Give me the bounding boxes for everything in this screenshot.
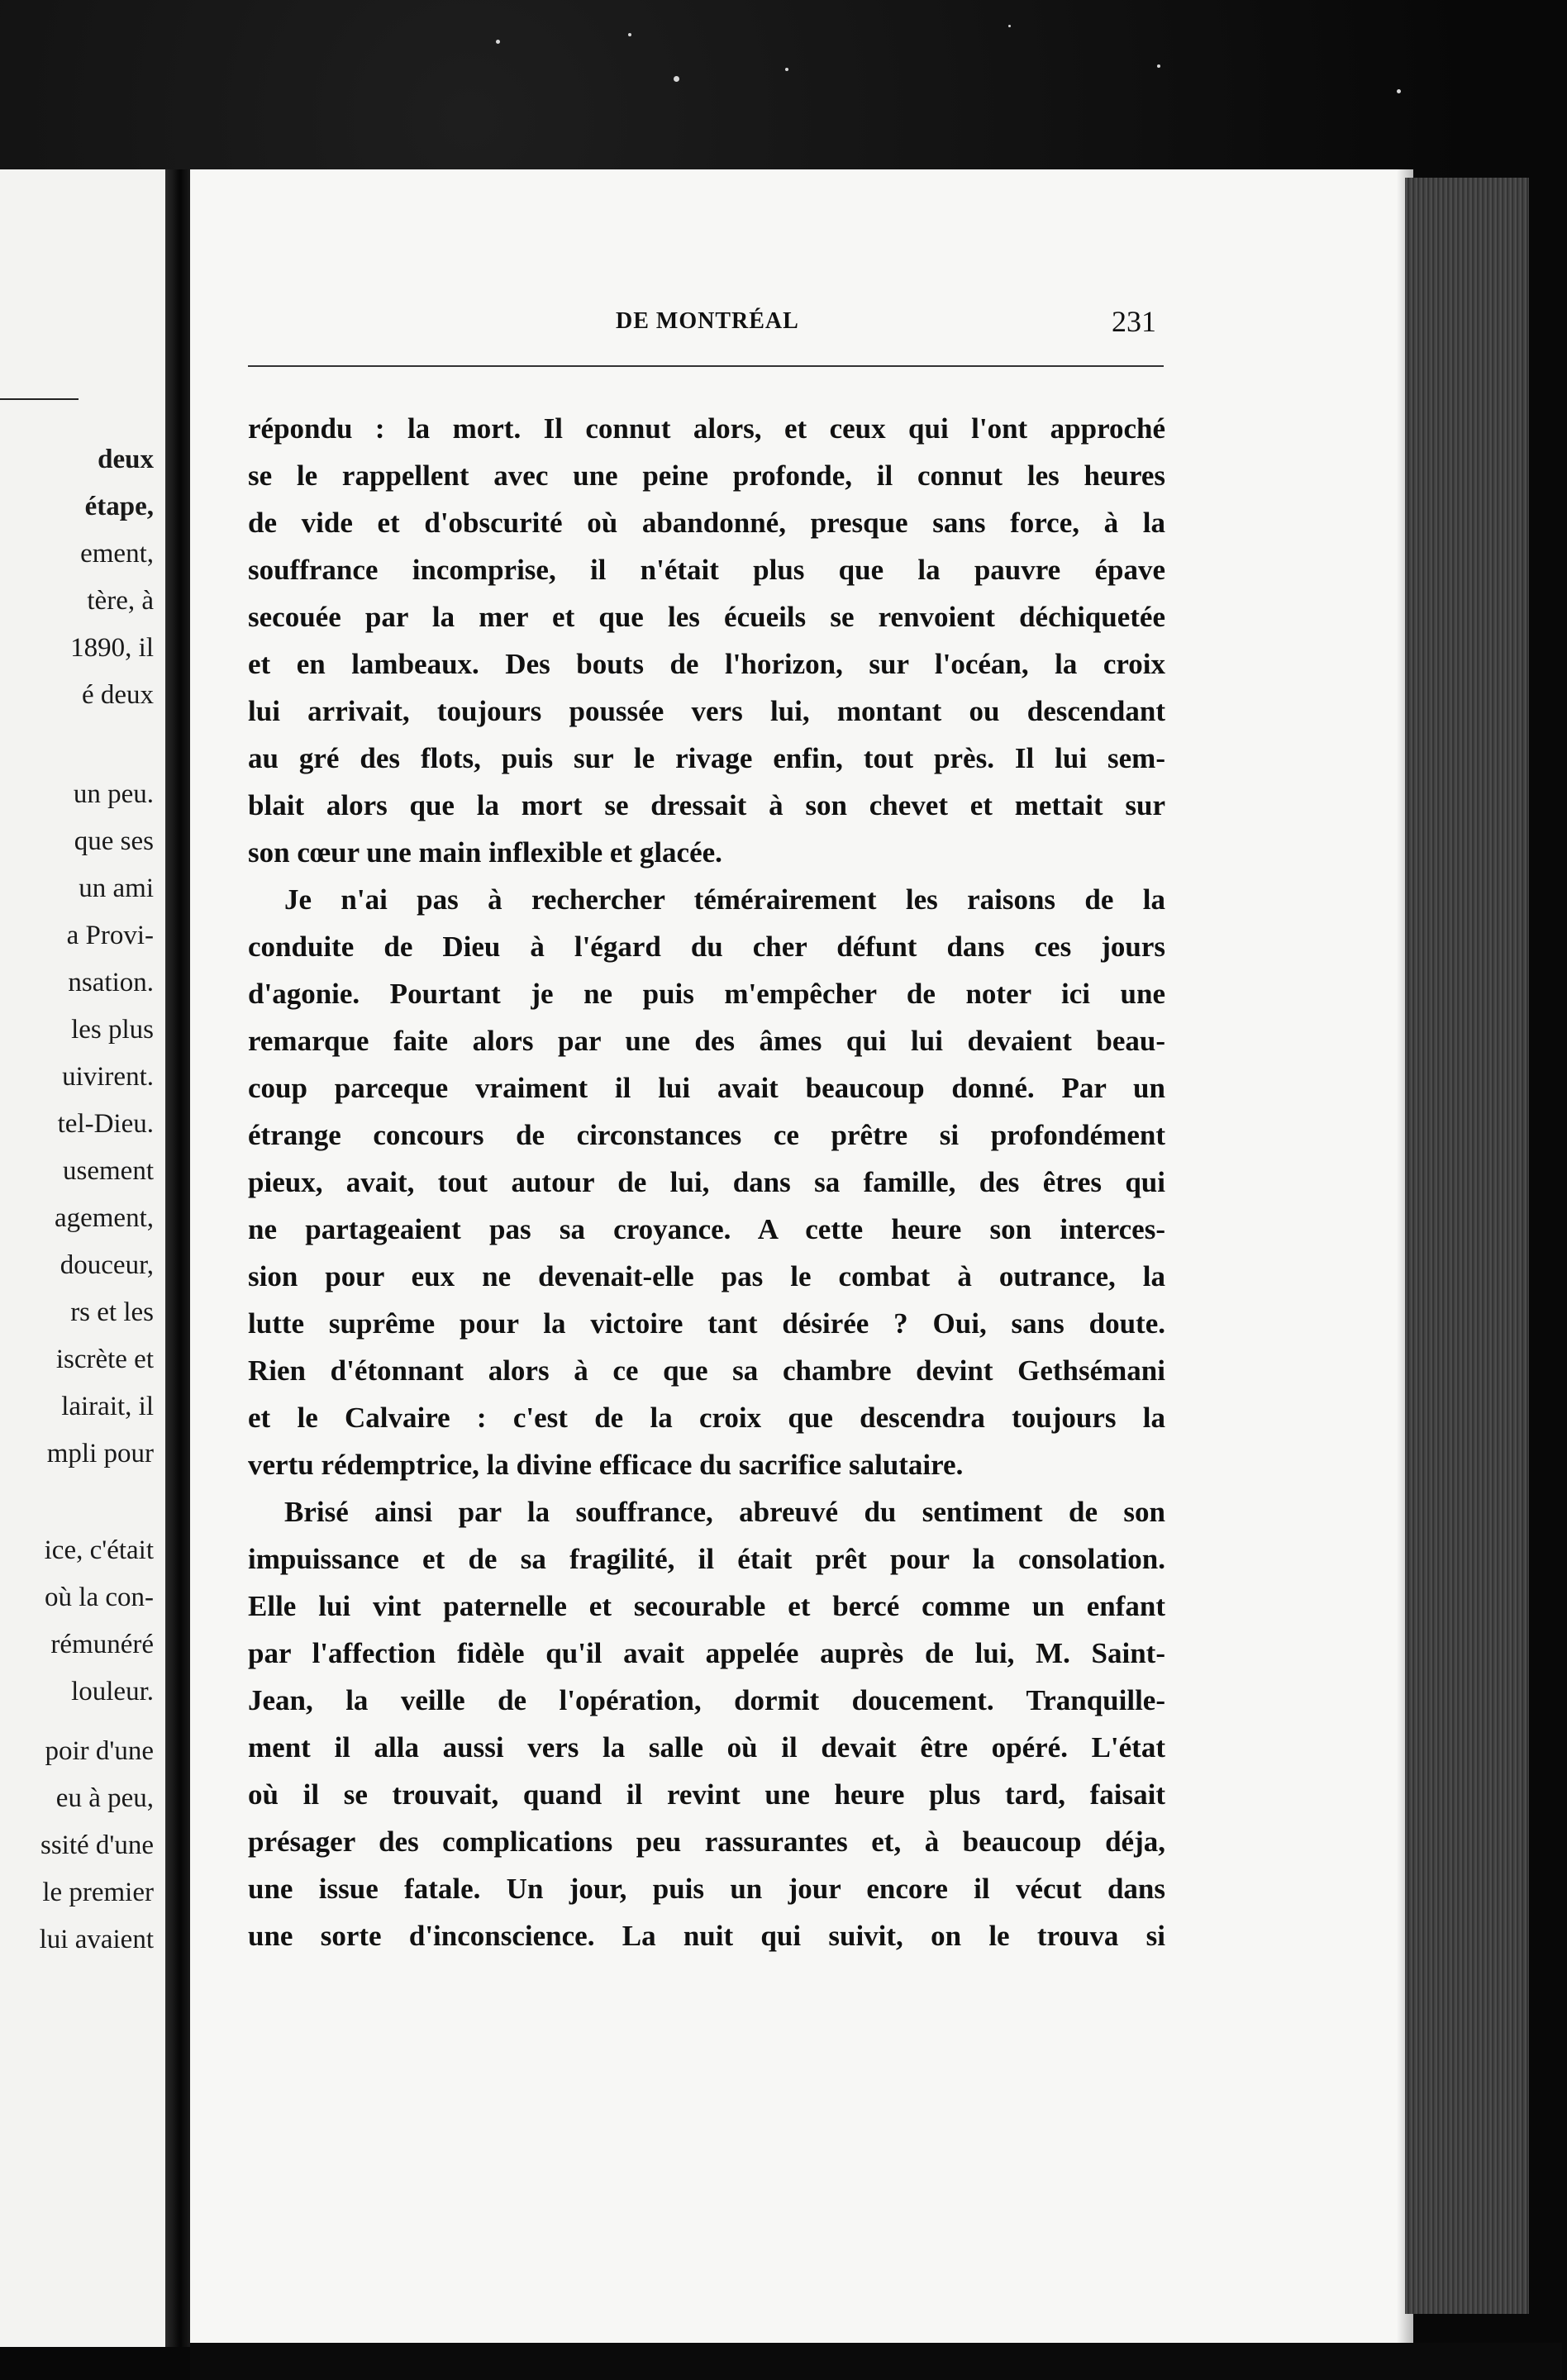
text-line: et en lambeaux. Des bouts de l'horizon, sur l'océan, la croix [248,648,1165,680]
text-line: lutte suprême pour la victoire tant désirée ? Oui, sans doute. [248,1307,1165,1340]
dust-speck [785,68,788,71]
running-head: DE MONTRÉAL [616,308,799,334]
left-page-line: où la con- [45,1583,154,1612]
page-number: 231 [1112,305,1156,338]
dust-speck [628,33,631,36]
dust-speck [1397,89,1401,93]
left-page-line: tel-Dieu. [57,1109,154,1139]
left-page-line: usement [63,1156,154,1186]
text-line: au gré des flots, puis sur le rivage enfin, tout près. Il lui sem- [248,742,1165,774]
left-page-line: nsation. [68,968,154,997]
left-page-line: douceur, [60,1250,154,1280]
left-page-line: a Provi- [66,921,154,950]
left-page-line: é deux [81,680,154,710]
left-page-line: eu à peu, [55,1783,154,1813]
left-facing-page [0,169,165,2347]
text-line: par l'affection fidèle qu'il avait appelée auprès de lui, M. Saint- [248,1637,1165,1669]
text-line: et le Calvaire : c'est de la croix que descendra toujours la [248,1402,1165,1434]
book-gutter [165,169,190,2347]
text-line: Elle lui vint paternelle et secourable et bercé comme un enfant [248,1590,1165,1622]
left-page-line: 1890, il [70,633,154,663]
text-line: lui arrivait, toujours poussée vers lui, montant ou descendant [248,695,1165,727]
dust-speck [1157,64,1160,68]
left-page-line: ice, c'était [44,1535,154,1565]
left-page-line: ssité d'une [40,1830,154,1860]
text-line: secouée par la mer et que les écueils se renvoient déchiquetée [248,601,1165,633]
left-page-line: rémunéré [50,1630,154,1659]
bottom-shadow [190,2343,1562,2380]
text-line: sion pour eux ne devenait-elle pas le combat à outrance, la [248,1260,1165,1292]
text-line: son cœur une main inflexible et glacée. [248,836,722,869]
text-line: Rien d'étonnant alors à ce que sa chambre devint Gethsémani [248,1354,1165,1387]
left-page-line: lui avaient [39,1925,154,1954]
text-line: remarque faite alors par une des âmes qui lui devaient beau- [248,1025,1165,1057]
text-line: présager des complications peu rassurantes et, à beaucoup déja, [248,1825,1165,1858]
left-page-line: lairait, il [61,1392,154,1421]
text-line: vertu rédemptrice, la divine efficace du sacrifice salutaire. [248,1449,964,1481]
dust-speck [496,40,500,44]
text-line: conduite de Dieu à l'égard du cher défunt dans ces jours [248,931,1165,963]
left-page-line: poir d'une [45,1736,154,1766]
left-page-line: deux [98,445,154,474]
left-page-line: un peu. [73,779,154,809]
body-text [248,405,1165,1959]
text-line: Je n'ai pas à rechercher témérairement les raisons de la [284,883,1165,916]
left-page-line: rs et les [70,1297,154,1327]
left-page-line: ement, [80,539,154,569]
text-line: une issue fatale. Un jour, puis un jour encore il vécut dans [248,1873,1165,1905]
text-line: ment il alla aussi vers la salle où il devait être opéré. L'état [248,1731,1165,1764]
text-line: Jean, la veille de l'opération, dormit doucement. Tranquille- [248,1684,1165,1716]
text-line: de vide et d'obscurité où abandonné, presque sans force, à la [248,507,1165,539]
left-page-line: iscrète et [55,1345,154,1374]
left-page-line: louleur. [71,1677,154,1706]
dust-speck [674,76,679,82]
text-line: d'agonie. Pourtant je ne puis m'empêcher de noter ici une [248,978,1165,1010]
text-line: blait alors que la mort se dressait à son chevet et mettait sur [248,789,1165,821]
header-rule [248,365,1164,367]
left-page-line: le premier [42,1878,154,1907]
text-line: une sorte d'inconscience. La nuit qui suivit, on le trouva si [248,1920,1165,1952]
left-page-line: tère, à [87,586,154,616]
text-line: pieux, avait, tout autour de lui, dans sa famille, des êtres qui [248,1166,1165,1198]
text-line: où il se trouvait, quand il revint une heure plus tard, faisait [248,1778,1165,1811]
left-page-line: étape, [84,492,154,521]
left-page-rule [0,398,79,400]
left-page-line: agement, [54,1203,154,1233]
left-page-line: un ami [79,873,154,903]
text-line: ne partageaient pas sa croyance. A cette heure son interces- [248,1213,1165,1245]
text-line: impuissance et de sa fragilité, il était prêt pour la consolation. [248,1543,1165,1575]
book-page-edges [1405,178,1529,2314]
text-line: souffrance incomprise, il n'était plus que la pauvre épave [248,554,1165,586]
text-line: se le rappellent avec une peine profonde, il connut les heures [248,459,1165,492]
left-page-line: mpli pour [46,1439,154,1468]
text-line: répondu : la mort. Il connut alors, et ceux qui l'ont approché [248,412,1165,445]
text-line: étrange concours de circonstances ce prêtre si profondément [248,1119,1165,1151]
left-page-line: uivirent. [62,1062,154,1092]
left-page-line: que ses [74,826,154,856]
left-page-line: les plus [71,1015,154,1045]
text-line: coup parceque vraiment il lui avait beaucoup donné. Par un [248,1072,1165,1104]
text-line: Brisé ainsi par la souffrance, abreuvé du sentiment de son [284,1496,1165,1528]
dust-speck [1008,25,1011,27]
